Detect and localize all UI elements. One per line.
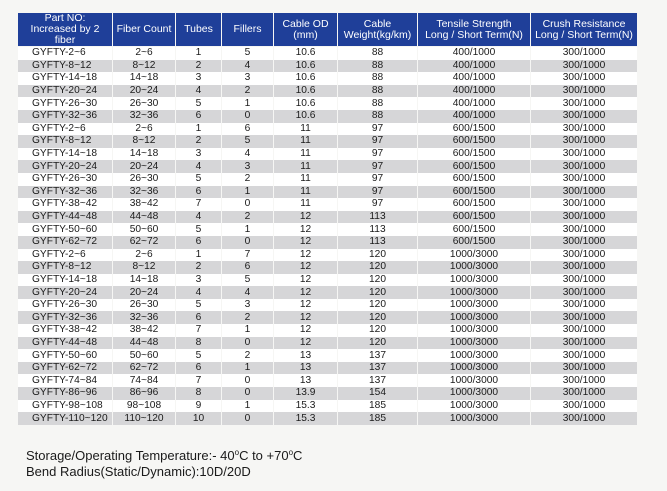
table-header [18, 13, 638, 47]
fillers-cell: 3 [222, 72, 274, 85]
fillers-cell: 5 [222, 135, 274, 148]
storage-temperature-note: Storage/Operating Temperature:- 40$^o$C to $+70^oC$ [26, 448, 303, 463]
cable-weight-cell: 88 [338, 72, 418, 85]
tensile-strength-cell: 1000/3000 [418, 337, 531, 350]
table-row [18, 211, 638, 224]
fillers-cell: 5 [222, 274, 274, 287]
tensile-strength-cell: 400/1000 [418, 60, 531, 73]
table-row [18, 400, 638, 413]
part-no-cell: GYFTY-2~6 [18, 47, 113, 60]
cable-weight-cell: 113 [338, 236, 418, 249]
table-body [18, 47, 638, 425]
fiber-count-cell: 8~12 [113, 60, 176, 73]
part-no-cell: GYFTY-26~30 [18, 97, 113, 110]
tubes-cell: 2 [176, 261, 222, 274]
header-fiber-count: Fiber Count [113, 13, 176, 47]
part-no-cell: GYFTY-20~24 [18, 85, 113, 98]
crush-resistance-cell: 300/1000 [531, 110, 638, 123]
part-no-cell: GYFTY-62~72 [18, 362, 113, 375]
fiber-count-cell: 20~24 [113, 85, 176, 98]
cable-weight-cell: 97 [338, 148, 418, 161]
tubes-cell: 7 [176, 198, 222, 211]
cable-od-cell: 12 [274, 299, 338, 312]
cable-od-cell: 10.6 [274, 110, 338, 123]
table-row [18, 123, 638, 136]
tubes-cell: 4 [176, 211, 222, 224]
tensile-strength-cell: 600/1500 [418, 186, 531, 199]
table-row [18, 374, 638, 387]
table-row [18, 60, 638, 73]
fiber-count-cell: 38~42 [113, 198, 176, 211]
cable-weight-cell: 120 [338, 261, 418, 274]
tensile-strength-cell: 400/1000 [418, 85, 531, 98]
cable-weight-cell: 97 [338, 160, 418, 173]
crush-resistance-cell: 300/1000 [531, 311, 638, 324]
crush-resistance-cell: 300/1000 [531, 412, 638, 425]
tubes-cell: 5 [176, 299, 222, 312]
fiber-count-cell: 32~36 [113, 311, 176, 324]
fillers-cell: 3 [222, 299, 274, 312]
header-tensile-strength: Tensile Strength Long / Short Term(N) [418, 13, 531, 47]
table-row [18, 387, 638, 400]
crush-resistance-cell: 300/1000 [531, 400, 638, 413]
part-no-cell: GYFTY-38~42 [18, 198, 113, 211]
cable-od-cell: 10.6 [274, 72, 338, 85]
table-row [18, 198, 638, 211]
cable-od-cell: 12 [274, 337, 338, 350]
crush-resistance-cell: 300/1000 [531, 85, 638, 98]
fillers-cell: 0 [222, 337, 274, 350]
part-no-cell: GYFTY-86~96 [18, 387, 113, 400]
cable-weight-cell: 120 [338, 324, 418, 337]
fillers-cell: 0 [222, 412, 274, 425]
crush-resistance-cell: 300/1000 [531, 211, 638, 224]
tensile-strength-cell: 400/1000 [418, 110, 531, 123]
tensile-strength-cell: 600/1500 [418, 211, 531, 224]
tubes-cell: 5 [176, 173, 222, 186]
cable-weight-cell: 113 [338, 223, 418, 236]
fiber-count-cell: 14~18 [113, 274, 176, 287]
fillers-cell: 0 [222, 110, 274, 123]
table-row [18, 135, 638, 148]
tubes-cell: 3 [176, 274, 222, 287]
tensile-strength-cell: 1000/3000 [418, 311, 531, 324]
table-row [18, 249, 638, 262]
cable-od-cell: 12 [274, 324, 338, 337]
tubes-cell: 1 [176, 123, 222, 136]
tubes-cell: 5 [176, 349, 222, 362]
cable-od-cell: 10.6 [274, 97, 338, 110]
tubes-cell: 6 [176, 236, 222, 249]
cable-weight-cell: 185 [338, 400, 418, 413]
table-row [18, 311, 638, 324]
cable-od-cell: 11 [274, 198, 338, 211]
fiber-count-cell: 86~96 [113, 387, 176, 400]
tubes-cell: 6 [176, 186, 222, 199]
tubes-cell: 6 [176, 311, 222, 324]
cable-od-cell: 13 [274, 362, 338, 375]
crush-resistance-cell: 300/1000 [531, 173, 638, 186]
fiber-count-cell: 44~48 [113, 211, 176, 224]
cable-weight-cell: 120 [338, 249, 418, 262]
cable-weight-cell: 120 [338, 337, 418, 350]
part-no-cell: GYFTY-20~24 [18, 286, 113, 299]
crush-resistance-cell: 300/1000 [531, 186, 638, 199]
cable-od-cell: 12 [274, 286, 338, 299]
tensile-strength-cell: 600/1500 [418, 148, 531, 161]
part-no-cell: GYFTY-74~84 [18, 374, 113, 387]
part-no-cell: GYFTY-110~120 [18, 412, 113, 425]
fiber-count-cell: 62~72 [113, 236, 176, 249]
part-no-cell: GYFTY-14~18 [18, 72, 113, 85]
part-no-cell: GYFTY-20~24 [18, 160, 113, 173]
cable-od-cell: 11 [274, 186, 338, 199]
tubes-cell: 8 [176, 337, 222, 350]
fillers-cell: 2 [222, 349, 274, 362]
tensile-strength-cell: 1000/3000 [418, 400, 531, 413]
fillers-cell: 6 [222, 261, 274, 274]
tensile-strength-cell: 600/1500 [418, 160, 531, 173]
part-no-cell: GYFTY-26~30 [18, 173, 113, 186]
tubes-cell: 7 [176, 374, 222, 387]
cable-od-cell: 15.3 [274, 400, 338, 413]
part-no-cell: GYFTY-44~48 [18, 211, 113, 224]
tensile-strength-cell: 1000/3000 [418, 249, 531, 262]
crush-resistance-cell: 300/1000 [531, 249, 638, 262]
part-no-cell: GYFTY-8~12 [18, 261, 113, 274]
tensile-strength-cell: 1000/3000 [418, 274, 531, 287]
cable-weight-cell: 120 [338, 299, 418, 312]
cable-weight-cell: 154 [338, 387, 418, 400]
tensile-strength-cell: 1000/3000 [418, 362, 531, 375]
cable-weight-cell: 97 [338, 173, 418, 186]
fiber-count-cell: 98~108 [113, 400, 176, 413]
cable-weight-cell: 113 [338, 211, 418, 224]
crush-resistance-cell: 300/1000 [531, 286, 638, 299]
tensile-strength-cell: 600/1500 [418, 223, 531, 236]
cable-od-cell: 12 [274, 311, 338, 324]
fiber-count-cell: 26~30 [113, 97, 176, 110]
cable-od-cell: 12 [274, 274, 338, 287]
fiber-count-cell: 50~60 [113, 223, 176, 236]
header-cable-weight: Cable Weight(kg/km) [338, 13, 418, 47]
cable-od-cell: 10.6 [274, 47, 338, 60]
notes [26, 445, 302, 480]
table-row [18, 72, 638, 85]
crush-resistance-cell: 300/1000 [531, 72, 638, 85]
crush-resistance-cell: 300/1000 [531, 135, 638, 148]
cable-weight-cell: 137 [338, 362, 418, 375]
tensile-strength-cell: 1000/3000 [418, 374, 531, 387]
fiber-count-cell: 74~84 [113, 374, 176, 387]
crush-resistance-cell: 300/1000 [531, 223, 638, 236]
tensile-strength-cell: 400/1000 [418, 72, 531, 85]
cable-weight-cell: 97 [338, 186, 418, 199]
crush-resistance-cell: 300/1000 [531, 160, 638, 173]
fiber-count-cell: 20~24 [113, 160, 176, 173]
table-row [18, 274, 638, 287]
fillers-cell: 1 [222, 223, 274, 236]
header-tubes: Tubes [176, 13, 222, 47]
crush-resistance-cell: 300/1000 [531, 299, 638, 312]
cable-od-cell: 11 [274, 173, 338, 186]
fiber-count-cell: 2~6 [113, 123, 176, 136]
fiber-count-cell: 14~18 [113, 148, 176, 161]
crush-resistance-cell: 300/1000 [531, 60, 638, 73]
fillers-cell: 3 [222, 160, 274, 173]
tubes-cell: 8 [176, 387, 222, 400]
cable-weight-cell: 97 [338, 123, 418, 136]
fillers-cell: 1 [222, 400, 274, 413]
part-no-cell: GYFTY-2~6 [18, 123, 113, 136]
table-row [18, 261, 638, 274]
tubes-cell: 2 [176, 135, 222, 148]
tubes-cell: 5 [176, 97, 222, 110]
tensile-strength-cell: 600/1500 [418, 198, 531, 211]
tensile-strength-cell: 1000/3000 [418, 412, 531, 425]
tubes-cell: 9 [176, 400, 222, 413]
part-no-cell: GYFTY-8~12 [18, 135, 113, 148]
header-cable-od: Cable OD (mm) [274, 13, 338, 47]
fillers-cell: 1 [222, 324, 274, 337]
fillers-cell: 0 [222, 374, 274, 387]
crush-resistance-cell: 300/1000 [531, 236, 638, 249]
tubes-cell: 3 [176, 72, 222, 85]
fillers-cell: 2 [222, 85, 274, 98]
table-row [18, 173, 638, 186]
fiber-count-cell: 50~60 [113, 349, 176, 362]
part-no-cell: GYFTY-98~108 [18, 400, 113, 413]
table-row [18, 286, 638, 299]
cable-od-cell: 12 [274, 249, 338, 262]
tubes-cell: 1 [176, 249, 222, 262]
part-no-cell: GYFTY-14~18 [18, 148, 113, 161]
cable-od-cell: 13.9 [274, 387, 338, 400]
cable-weight-cell: 97 [338, 135, 418, 148]
table-row [18, 97, 638, 110]
fiber-count-cell: 62~72 [113, 362, 176, 375]
table-row [18, 324, 638, 337]
table-row [18, 337, 638, 350]
tensile-strength-cell: 600/1500 [418, 173, 531, 186]
crush-resistance-cell: 300/1000 [531, 349, 638, 362]
fiber-count-cell: 32~36 [113, 110, 176, 123]
cable-od-cell: 11 [274, 135, 338, 148]
fillers-cell: 2 [222, 311, 274, 324]
cable-od-cell: 11 [274, 123, 338, 136]
tubes-cell: 4 [176, 160, 222, 173]
fiber-count-cell: 32~36 [113, 186, 176, 199]
table-row [18, 299, 638, 312]
part-no-cell: GYFTY-44~48 [18, 337, 113, 350]
fillers-cell: 0 [222, 236, 274, 249]
tubes-cell: 4 [176, 286, 222, 299]
fillers-cell: 5 [222, 47, 274, 60]
cable-weight-cell: 88 [338, 110, 418, 123]
cable-weight-cell: 120 [338, 274, 418, 287]
fiber-count-cell: 26~30 [113, 299, 176, 312]
crush-resistance-cell: 300/1000 [531, 47, 638, 60]
cable-od-cell: 11 [274, 160, 338, 173]
part-no-cell: GYFTY-14~18 [18, 274, 113, 287]
cable-od-cell: 13 [274, 374, 338, 387]
fillers-cell: 0 [222, 387, 274, 400]
header-crush-resistance: Crush Resistance Long / Short Term(N) [531, 13, 638, 47]
tubes-cell: 3 [176, 148, 222, 161]
cable-weight-cell: 88 [338, 60, 418, 73]
tubes-cell: 1 [176, 47, 222, 60]
tensile-strength-cell: 600/1500 [418, 135, 531, 148]
part-no-cell: GYFTY-8~12 [18, 60, 113, 73]
crush-resistance-cell: 300/1000 [531, 123, 638, 136]
tubes-cell: 6 [176, 110, 222, 123]
crush-resistance-cell: 300/1000 [531, 148, 638, 161]
crush-resistance-cell: 300/1000 [531, 362, 638, 375]
part-no-cell: GYFTY-38~42 [18, 324, 113, 337]
table-row [18, 148, 638, 161]
table-row [18, 160, 638, 173]
fillers-cell: 6 [222, 123, 274, 136]
table-row [18, 186, 638, 199]
part-no-cell: GYFTY-32~36 [18, 186, 113, 199]
tubes-cell: 5 [176, 223, 222, 236]
fiber-count-cell: 8~12 [113, 135, 176, 148]
fiber-count-cell: 44~48 [113, 337, 176, 350]
table-row [18, 223, 638, 236]
fiber-count-cell: 20~24 [113, 286, 176, 299]
part-no-cell: GYFTY-50~60 [18, 349, 113, 362]
cable-od-cell: 10.6 [274, 85, 338, 98]
fiber-count-cell: 2~6 [113, 47, 176, 60]
crush-resistance-cell: 300/1000 [531, 274, 638, 287]
tensile-strength-cell: 600/1500 [418, 123, 531, 136]
part-no-cell: GYFTY-32~36 [18, 311, 113, 324]
fiber-count-cell: 14~18 [113, 72, 176, 85]
table-row [18, 412, 638, 425]
cable-od-cell: 12 [274, 211, 338, 224]
crush-resistance-cell: 300/1000 [531, 198, 638, 211]
tensile-strength-cell: 400/1000 [418, 47, 531, 60]
crush-resistance-cell: 300/1000 [531, 337, 638, 350]
part-no-cell: GYFTY-32~36 [18, 110, 113, 123]
cable-od-cell: 12 [274, 261, 338, 274]
part-no-cell: GYFTY-62~72 [18, 236, 113, 249]
cable-weight-cell: 88 [338, 47, 418, 60]
cable-spec-table [17, 12, 638, 425]
header-fillers: Fillers [222, 13, 274, 47]
part-no-cell: GYFTY-26~30 [18, 299, 113, 312]
fillers-cell: 1 [222, 97, 274, 110]
cable-weight-cell: 97 [338, 198, 418, 211]
cable-od-cell: 13 [274, 349, 338, 362]
crush-resistance-cell: 300/1000 [531, 97, 638, 110]
cable-weight-cell: 88 [338, 97, 418, 110]
cable-od-cell: 10.6 [274, 60, 338, 73]
tensile-strength-cell: 1000/3000 [418, 299, 531, 312]
tubes-cell: 7 [176, 324, 222, 337]
cable-weight-cell: 88 [338, 85, 418, 98]
header-part-no: Part NO: Increased by 2 fiber [18, 13, 113, 47]
tensile-strength-cell: 400/1000 [418, 97, 531, 110]
fillers-cell: 1 [222, 186, 274, 199]
tensile-strength-cell: 1000/3000 [418, 349, 531, 362]
fillers-cell: 4 [222, 148, 274, 161]
fillers-cell: 2 [222, 173, 274, 186]
crush-resistance-cell: 300/1000 [531, 387, 638, 400]
cable-od-cell: 12 [274, 236, 338, 249]
fillers-cell: 2 [222, 211, 274, 224]
tubes-cell: 6 [176, 362, 222, 375]
cable-weight-cell: 137 [338, 349, 418, 362]
fillers-cell: 4 [222, 60, 274, 73]
table-row [18, 362, 638, 375]
fiber-count-cell: 38~42 [113, 324, 176, 337]
table-row [18, 110, 638, 123]
cable-od-cell: 12 [274, 223, 338, 236]
fillers-cell: 4 [222, 286, 274, 299]
part-no-cell: GYFTY-50~60 [18, 223, 113, 236]
fiber-count-cell: 2~6 [113, 249, 176, 262]
table-row [18, 47, 638, 60]
cable-weight-cell: 120 [338, 311, 418, 324]
fillers-cell: 0 [222, 198, 274, 211]
crush-resistance-cell: 300/1000 [531, 261, 638, 274]
tubes-cell: 4 [176, 85, 222, 98]
fiber-count-cell: 8~12 [113, 261, 176, 274]
cable-weight-cell: 185 [338, 412, 418, 425]
tensile-strength-cell: 600/1500 [418, 236, 531, 249]
fiber-count-cell: 110~120 [113, 412, 176, 425]
tubes-cell: 2 [176, 60, 222, 73]
crush-resistance-cell: 300/1000 [531, 324, 638, 337]
cable-od-cell: 11 [274, 148, 338, 161]
tubes-cell: 10 [176, 412, 222, 425]
crush-resistance-cell: 300/1000 [531, 374, 638, 387]
fillers-cell: 1 [222, 362, 274, 375]
part-no-cell: GYFTY-2~6 [18, 249, 113, 262]
tensile-strength-cell: 1000/3000 [418, 261, 531, 274]
cable-od-cell: 15.3 [274, 412, 338, 425]
bend-radius-note: Bend Radius(Static/Dynamic):10D/20D [26, 464, 251, 479]
cable-weight-cell: 120 [338, 286, 418, 299]
table-row [18, 349, 638, 362]
tensile-strength-cell: 1000/3000 [418, 387, 531, 400]
tensile-strength-cell: 1000/3000 [418, 324, 531, 337]
table-row [18, 85, 638, 98]
fillers-cell: 7 [222, 249, 274, 262]
cable-weight-cell: 137 [338, 374, 418, 387]
table-row [18, 236, 638, 249]
tensile-strength-cell: 1000/3000 [418, 286, 531, 299]
fiber-count-cell: 26~30 [113, 173, 176, 186]
